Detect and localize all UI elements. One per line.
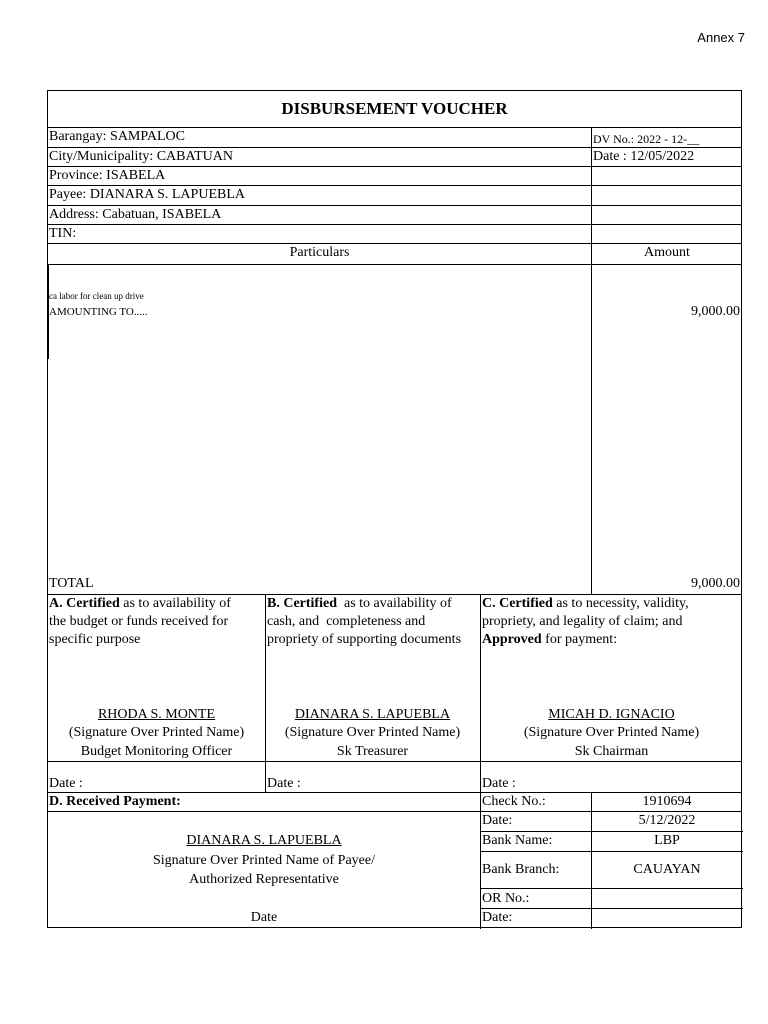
- divider: [48, 224, 741, 225]
- cert-b-text: propriety of supporting documents: [267, 632, 462, 647]
- address-field: Address: Cabatuan, ISABELA: [49, 207, 222, 222]
- cert-c-text: propriety, and legality of claim; and: [482, 614, 683, 629]
- amount-header: Amount: [644, 245, 690, 260]
- or-date-label: Date:: [482, 910, 513, 925]
- cert-c-date: Date :: [482, 776, 516, 791]
- total-amount: 9,000.00: [691, 576, 740, 591]
- divider: [480, 594, 481, 929]
- bank-name-label: Bank Name:: [482, 833, 553, 848]
- divider: [591, 127, 592, 594]
- city-field: City/Municipality: CABATUAN: [49, 149, 233, 164]
- dv-number: DV No.: 2022 - 12-__: [593, 132, 700, 146]
- amount-value: 9,000.00: [691, 304, 740, 319]
- or-no-label: OR No.:: [482, 891, 530, 906]
- voucher-date: Date : 12/05/2022: [593, 149, 695, 164]
- amounting-to-line: AMOUNTING TO.....: [49, 306, 148, 318]
- payee-signature-caption: Signature Over Printed Name of Payee/: [153, 853, 375, 868]
- cert-a-text: specific purpose: [49, 632, 141, 647]
- cert-b-text: B. Certified as to availability of: [267, 596, 452, 611]
- payee-signatory-name: DIANARA S. LAPUEBLA: [186, 833, 342, 848]
- cert-b-position: Sk Treasurer: [336, 744, 409, 759]
- barangay-field: Barangay: SAMPALOC: [49, 129, 185, 144]
- payee-signature-caption: Authorized Representative: [189, 872, 339, 887]
- divider: [48, 264, 741, 265]
- received-date-label: Date: [250, 910, 278, 925]
- cert-a-text: the budget or funds received for: [49, 614, 229, 629]
- cert-b-text: cash, and completeness and: [267, 614, 426, 629]
- annex-label: Annex 7: [697, 30, 745, 45]
- voucher-title: DISBURSEMENT VOUCHER: [281, 99, 508, 118]
- payee-field: Payee: DIANARA S. LAPUEBLA: [49, 187, 245, 202]
- divider: [265, 594, 266, 792]
- cert-a-position: Budget Monitoring Officer: [80, 744, 233, 759]
- cert-b-signature-caption: (Signature Over Printed Name): [284, 725, 461, 740]
- check-no-value: 1910694: [642, 794, 692, 809]
- bank-branch-label: Bank Branch:: [482, 862, 560, 877]
- cert-a-signatory-name: RHODA S. MONTE: [97, 707, 216, 722]
- divider: [480, 888, 743, 889]
- divider: [480, 851, 743, 852]
- particulars-header: Particulars: [289, 245, 350, 260]
- province-field: Province: ISABELA: [49, 168, 166, 183]
- check-no-label: Check No.:: [482, 794, 546, 809]
- cert-b-signatory-name: DIANARA S. LAPUEBLA: [294, 707, 451, 722]
- bank-name-value: LBP: [654, 833, 680, 848]
- tin-field: TIN:: [49, 226, 77, 241]
- cert-c-text: C. Certified as to necessity, validity,: [482, 596, 689, 611]
- cert-c-position: Sk Chairman: [574, 744, 649, 759]
- cert-a-text: A. Certified as to availability of: [49, 596, 231, 611]
- cert-c-signature-caption: (Signature Over Printed Name): [523, 725, 700, 740]
- divider: [480, 908, 743, 909]
- bank-branch-value: CAUAYAN: [633, 862, 701, 877]
- cert-a-signature-caption: (Signature Over Printed Name): [68, 725, 245, 740]
- check-date-value: 5/12/2022: [638, 813, 696, 828]
- voucher-form: [47, 90, 742, 928]
- cert-a-date: Date :: [49, 776, 83, 791]
- received-payment-label: D. Received Payment:: [49, 794, 181, 809]
- cert-c-text: Approved for payment:: [482, 632, 618, 647]
- divider: [48, 761, 741, 762]
- particulars-line: ca labor for clean up drive: [49, 291, 144, 301]
- total-label: TOTAL: [49, 576, 94, 591]
- cert-c-signatory-name: MICAH D. IGNACIO: [548, 707, 675, 722]
- cert-b-date: Date :: [267, 776, 301, 791]
- check-date-label: Date:: [482, 813, 513, 828]
